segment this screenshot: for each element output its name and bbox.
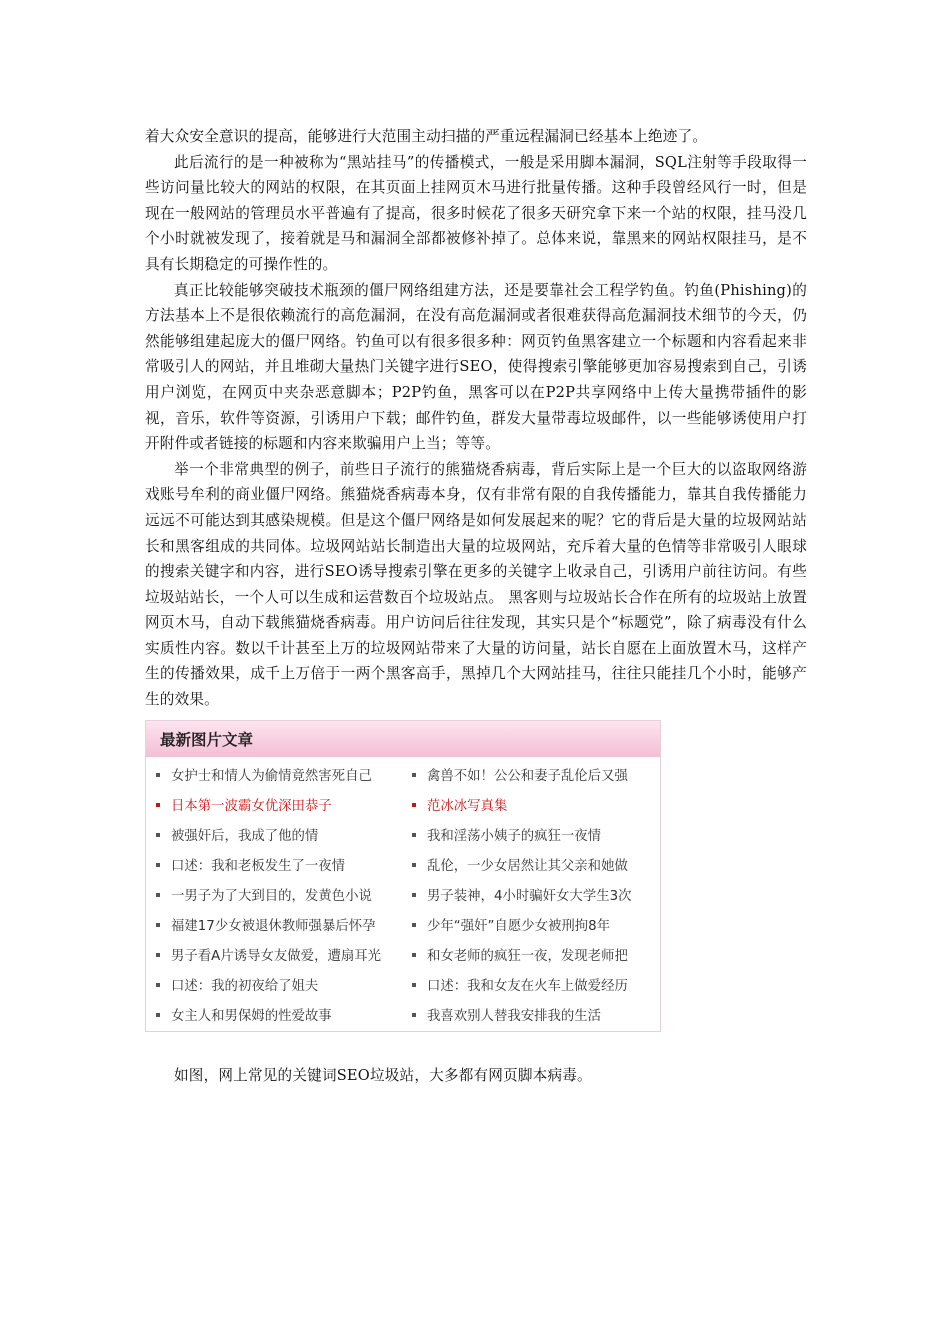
bullet-icon	[412, 923, 416, 927]
list-row	[146, 942, 660, 972]
bullet-icon	[156, 833, 160, 837]
article-link-list	[146, 762, 660, 1032]
bullet-icon	[412, 893, 416, 897]
bullet-icon	[156, 773, 160, 777]
article-link[interactable]	[156, 882, 402, 912]
paragraph: 此后流行的是一种被称为“黑站挂马”的传播模式，一般是采用脚本漏洞，SQL注射等手段取得一些访问量比较大的网站的权限，在其页面上挂网页木马进行批量传播。这种手段曾经风行一时，但是现在一般网站的管理员水平普遍有了提高，很多时候花了很多天研究拿下来一个站的权限，挂马没几个小时就被发现了，接着就是马和漏洞全部都被修补掉了。总体来说，靠黑来的网站权限挂马，是不具有长期稳定的可操作性的。	[145, 153, 807, 273]
article-link-text: 口述：我和老板发生了一夜情	[171, 858, 346, 874]
bullet-icon	[156, 1013, 160, 1017]
bullet-icon	[412, 833, 416, 837]
article-link-text: 我喜欢别人替我安排我的生活	[427, 1008, 602, 1024]
article-link[interactable]	[412, 1002, 656, 1032]
list-row	[146, 792, 660, 822]
article-link[interactable]	[156, 792, 402, 822]
article-link[interactable]	[156, 942, 402, 972]
article-link[interactable]	[412, 972, 656, 1002]
body-text	[145, 124, 807, 713]
paragraph: 真正比较能够突破技术瓶颈的僵尸网络组建方法，还是要靠社会工程学钓鱼。钓鱼(Phishing)的方法基本上不是很依赖流行的高危漏洞，在没有高危漏洞或者很难获得高危漏洞技术细节的今天，仍然能够组建起庞大的僵尸网络。钓鱼可以有很多很多种：网页钓鱼黑客建立一个标题和内容看起来非常吸引人的网站，并且堆砌大量热门关键字进行SEO，使得搜索引擎能够更加容易搜索到自己，引诱用户浏览，在网页中夹杂恶意脚本；P2P钓鱼，黑客可以在P2P共享网络中上传大量携带插件的影视，音乐，软件等资源，引诱用户下载；邮件钓鱼，群发大量带毒垃圾邮件，以一些能够诱使用户打开附件或者链接的标题和内容来欺骗用户上当；等等。	[145, 281, 807, 453]
document-page	[145, 124, 807, 1088]
article-link-text: 女护士和情人为偷情竟然害死自己	[171, 768, 372, 784]
list-row	[146, 822, 660, 852]
article-link[interactable]	[156, 1002, 402, 1032]
article-link-text: 男子看A片诱导女友做爱，遭扇耳光	[171, 948, 382, 964]
article-link[interactable]	[156, 912, 402, 942]
article-link[interactable]	[156, 762, 402, 792]
article-link-text: 女主人和男保姆的性爱故事	[171, 1008, 332, 1024]
article-link[interactable]	[156, 972, 402, 1002]
article-link[interactable]	[156, 822, 402, 852]
article-link[interactable]	[412, 882, 656, 912]
figure-caption: 如图，网上常见的关键词SEO垃圾站，大多都有网页脚本病毒。	[174, 1066, 592, 1084]
bullet-icon	[156, 923, 160, 927]
list-row	[146, 882, 660, 912]
article-link-text: 被强奸后，我成了他的情	[171, 828, 319, 844]
article-link-text: 口述：我的初夜给了姐夫	[171, 978, 319, 994]
article-link[interactable]	[412, 852, 656, 882]
article-link[interactable]	[412, 822, 656, 852]
article-link[interactable]	[412, 912, 656, 942]
paragraph: 举一个非常典型的例子，前些日子流行的熊猫烧香病毒，背后实际上是一个巨大的以盗取网络游戏账号牟利的商业僵尸网络。熊猫烧香病毒本身，仅有非常有限的自我传播能力，靠其自我传播能力远远不可能达到其感染规模。但是这个僵尸网络是如何发展起来的呢？它的背后是大量的垃圾网站站长和黑客组成的共同体。垃圾网站站长制造出大量的垃圾网站，充斥着大量的色情等非常吸引人眼球的搜索关键字和内容，进行SEO诱导搜索引擎在更多的关键字上收录自己，引诱用户前往访问。有些垃圾站站长，一个人可以生成和运营数百个垃圾站点。 黑客则与垃圾站长合作在所有的垃圾站上放置网页木马，自动下载熊猫烧香病毒。用户访问后往往发现，其实只是个“标题党”，除了病毒没有什么实质性内容。数以千计甚至上万的垃圾网站带来了大量的访问量，站长自愿在上面放置木马，这样产生的传播效果，成千上万倍于一两个黑客高手，黑掉几个大网站挂马，往往只能挂几个小时，能够产生的效果。	[145, 460, 807, 709]
paragraph: 着大众安全意识的提高，能够进行大范围主动扫描的严重远程漏洞已经基本上绝迹了。	[145, 128, 708, 145]
article-link-text: 和女老师的疯狂一夜，发现老师把	[427, 948, 628, 964]
figure-header	[146, 721, 660, 757]
article-link-text: 我和淫荡小姨子的疯狂一夜情	[427, 828, 602, 844]
article-link[interactable]	[412, 762, 656, 792]
latest-picture-articles-figure	[145, 720, 661, 1032]
article-link-text: 乱伦，一少女居然让其父亲和她做	[427, 858, 628, 874]
article-link-text: 男子装神，4小时骗奸女大学生3次	[427, 888, 632, 904]
article-link-text: 禽兽不如！公公和妻子乱伦后又强	[427, 768, 628, 784]
article-link-text: 少年“强奸”自愿少女被刑拘8年	[427, 918, 611, 934]
bullet-icon	[156, 893, 160, 897]
bullet-icon	[156, 863, 160, 867]
bullet-icon	[412, 953, 416, 957]
article-link[interactable]	[412, 792, 656, 822]
bullet-icon	[412, 803, 416, 807]
article-link[interactable]	[412, 942, 656, 972]
bullet-icon	[412, 773, 416, 777]
article-link[interactable]	[156, 852, 402, 882]
bullet-icon	[156, 953, 160, 957]
list-row	[146, 762, 660, 792]
article-link-text: 日本第一波霸女优深田恭子	[171, 798, 332, 814]
list-row	[146, 972, 660, 1002]
figure-title: 最新图片文章	[160, 730, 254, 749]
bullet-icon	[412, 1013, 416, 1017]
list-row	[146, 1002, 660, 1032]
article-link-text: 福建17少女被退休教师强暴后怀孕	[171, 918, 376, 934]
list-row	[146, 852, 660, 882]
article-link-text: 范冰冰写真集	[427, 798, 508, 814]
article-link-text: 口述：我和女友在火车上做爱经历	[427, 978, 628, 994]
bullet-icon	[156, 803, 160, 807]
bullet-icon	[412, 863, 416, 867]
list-row	[146, 912, 660, 942]
bullet-icon	[156, 983, 160, 987]
article-link-text: 一男子为了大到目的，发黄色小说	[171, 888, 372, 904]
bullet-icon	[412, 983, 416, 987]
